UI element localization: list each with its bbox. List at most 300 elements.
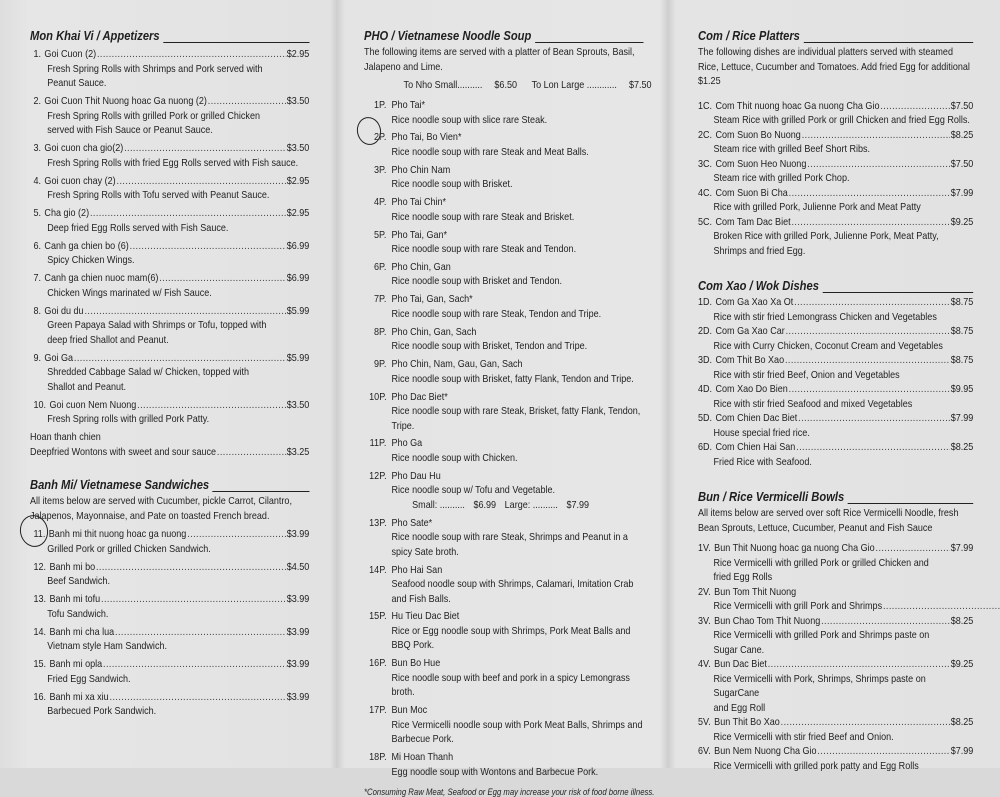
section-title (698, 28, 973, 43)
item-name: Pho Tai, Bo Vien* (391, 131, 462, 144)
item-name: Pho Chin, Gan, Sach (391, 325, 477, 338)
dot-leader (791, 215, 949, 230)
item-line (369, 656, 648, 671)
item-desc: Rice Vermicelli with Pork, Shrimps, Shrimps paste on SugarCane (713, 672, 926, 699)
item-desc: Vietnam style Ham Sandwich. (47, 640, 167, 652)
item-line (30, 174, 309, 189)
item-name: Bun Thit Bo Xao (714, 716, 780, 728)
item-price: $2.95 (286, 48, 310, 60)
menu-item (698, 215, 973, 259)
item-line (30, 625, 309, 640)
dot-leader (789, 382, 950, 397)
item-desc: spicy Sate broth. (391, 545, 459, 558)
menu-item-hoan-thanh (30, 430, 309, 459)
item-line (698, 382, 973, 397)
item-name: Banh mi xa xiu (49, 690, 109, 703)
size-label: Large: (504, 498, 531, 511)
item-line (30, 592, 309, 607)
item-number: 7. (33, 272, 41, 284)
item-price: $8.75 (950, 296, 974, 308)
item-name: Pho Tai Chin* (391, 196, 447, 209)
item-name: Com Suon Heo Nuong (715, 157, 807, 170)
size-label: Small: (412, 498, 438, 511)
item-desc: Rice noodle soup with rare Steak and Tendon. (391, 243, 577, 256)
item-number: 8P. (373, 325, 387, 338)
dot-leader (786, 324, 950, 339)
menu-item (364, 390, 648, 434)
menu-item (30, 174, 309, 203)
dot-leader (807, 157, 950, 172)
item-number: 1D. (698, 296, 713, 308)
dot-leader (137, 398, 286, 413)
item-number: 3. (33, 142, 41, 154)
item-name: Hoan thanh chien (30, 431, 101, 443)
item-desc: Rice noodle soup with slice rare Steak. (391, 113, 548, 126)
item-price: $6.99 (286, 239, 310, 252)
menu-item (698, 614, 973, 658)
dot-leader (817, 744, 949, 759)
item-line (30, 398, 309, 413)
item-price: $3.25 (286, 445, 310, 458)
item-line (30, 657, 309, 672)
item-price: $3.50 (286, 142, 310, 154)
menu-item (364, 292, 648, 321)
menu-item (364, 656, 648, 700)
section-title (698, 489, 973, 504)
section-title (30, 28, 309, 43)
pho-title: PHO / Vietnamese Noodle Soup (364, 28, 532, 43)
dot-leader (74, 351, 286, 366)
item-name: Goi cuon Nem Nuong (49, 398, 137, 411)
item-desc: Rice Vermicelli with grilled pork patty and Egg Rolls (713, 759, 919, 772)
menu-item (30, 690, 309, 719)
bun-list (698, 541, 974, 773)
item-desc: Rice noodle soup with beef and pork in a spicy Lemongrass broth. (391, 671, 630, 699)
item-name: Com Thit nuong hoac Ga nuong Cha Gio (715, 99, 880, 112)
item-name: Canh ga chien bo (6) (44, 239, 129, 252)
item-number: 2V. (698, 585, 711, 598)
item-line (698, 744, 973, 759)
item-desc: Rice with stir fried Seafood and mixed Vegetables (713, 397, 913, 410)
dot-leader (97, 47, 286, 62)
item-name: Com Suon Bi Cha (715, 186, 788, 199)
platters-section (698, 28, 974, 258)
item-number: 13P. (369, 516, 387, 529)
item-desc: Rice noodle soup with Brisket, fatty Flank, Tendon and Tripe. (391, 372, 634, 385)
item-desc: Steam Rice with grilled Pork or grill Chicken and fried Egg Rolls. (713, 114, 970, 126)
item-number: 13. (33, 593, 47, 605)
item-number: 2. (33, 95, 41, 107)
item-desc: Rice noodle soup with rare Steak, Tendon and Tripe. (391, 307, 602, 320)
item-name: Com Suon Bo Nuong (715, 128, 801, 141)
item-desc: Rice noodle soup with rare Steak, Brisket, fatty Flank, Tendon, Tripe. (391, 405, 641, 432)
item-desc: Beef Sandwich. (47, 575, 110, 587)
item-name: Bun Bo Hue (391, 657, 441, 670)
wok-list (698, 295, 974, 469)
item-number: 7P. (373, 293, 387, 306)
dot-leader (789, 186, 950, 201)
item-line (30, 690, 309, 705)
item-desc: Fresh Spring Rolls with Tofu served with Peanut Sauce. (47, 189, 270, 201)
item-desc: Fresh Spring rolls with grilled Pork Patty. (47, 413, 210, 425)
menu-item (364, 163, 648, 192)
item-number: 4. (33, 174, 41, 187)
item-price: $7.50 (950, 99, 974, 112)
item-number: 6. (33, 239, 41, 252)
menu-item (698, 353, 973, 382)
item-name: Bun Thit Nuong hoac ga nuong Cha Gio (714, 542, 875, 554)
menu-item (698, 715, 973, 744)
platters-intro: The following dishes are individual platters served with steamed Rice, Lettuce, Cucumber and Tomatoes. Add fried Egg for additional $1.25 (698, 46, 970, 87)
item-line (698, 157, 973, 172)
menu-item (698, 324, 973, 353)
dot-leader (187, 527, 286, 542)
item-number: 11P. (369, 437, 387, 450)
item-price: $2.95 (286, 207, 310, 219)
item-name: Goi cuon chay (2) (44, 174, 116, 187)
item-number: 5V. (698, 716, 711, 728)
dot-leader (876, 541, 950, 556)
item-price: $6.99 (286, 272, 310, 284)
item-name: Cha gio (2) (44, 207, 90, 219)
item-name: Goi du du (44, 304, 84, 317)
item-price: $4.50 (286, 560, 310, 573)
item-name: Bun Tom Thit Nuong (714, 585, 797, 598)
sandwiches-title: Banh Mi/ Vietnamese Sandwiches (30, 477, 210, 492)
dot-leader (84, 304, 285, 319)
dot-leader (768, 657, 950, 672)
item-desc: Deepfried Wontons with sweet and sour sauce (30, 445, 217, 458)
size-small: To Nho Small.......... $6.50 (403, 79, 518, 91)
item-desc: Peanut Sauce. (47, 77, 107, 89)
menu-item (698, 541, 973, 585)
item-price: $8.25 (950, 614, 974, 627)
item-number: 12. (33, 560, 47, 573)
item-line (698, 657, 973, 672)
item-price: $7.99 (950, 542, 974, 554)
menu-item (364, 750, 648, 779)
item-line (698, 215, 973, 230)
menu-item (30, 141, 309, 170)
item-price: $7.99 (950, 412, 974, 424)
menu-item (30, 47, 309, 91)
item-number: 9. (33, 351, 41, 364)
item-name: Bun Chao Tom Thit Nuong (714, 614, 821, 627)
item-name: Goi Cuon (2) (44, 48, 97, 60)
item-desc: Rice Vermicelli noodle soup with Pork Meat Balls, Shrimps and (391, 718, 643, 731)
menu-item (364, 195, 648, 224)
item-line (369, 703, 648, 718)
menu-item (30, 271, 309, 300)
item-number: 5. (33, 207, 41, 219)
item-price: $8.25 (950, 441, 974, 453)
item-line (30, 351, 309, 366)
item-number: 4C. (698, 186, 713, 199)
item-name: Goi Cuon Thit Nuong hoac Ga nuong (2) (44, 95, 207, 107)
dot-leader (101, 592, 286, 607)
menu-item (698, 657, 973, 715)
item-desc-line (698, 599, 973, 614)
section-title (364, 28, 643, 43)
item-line (698, 614, 973, 629)
item-name: Bun Moc (391, 704, 428, 717)
item-line (369, 609, 648, 624)
item-price: $8.75 (950, 325, 974, 337)
item-price: $3.50 (286, 95, 310, 107)
sandwiches-section (30, 477, 310, 719)
item-desc: fried Egg Rolls (713, 571, 773, 583)
menu-item (364, 98, 648, 127)
menu-item (30, 527, 309, 556)
item-desc: Chicken Wings marinated w/ Fish Sauce. (47, 286, 212, 299)
menu-item (698, 585, 973, 614)
item-line (698, 128, 973, 143)
menu-item (698, 411, 973, 440)
item-number: 10P. (369, 390, 387, 403)
menu-item (364, 130, 648, 159)
item-name: Com Ga Xao Car (715, 325, 785, 337)
menu-item (364, 516, 648, 560)
menu-item (698, 382, 973, 411)
item-name: Com Xao Do Bien (715, 383, 788, 395)
item-name: Banh mi bo (49, 560, 96, 573)
item-desc: Deep fried Egg Rolls served with Fish Sauce. (47, 221, 229, 234)
dot-leader (159, 271, 286, 286)
item-line (369, 195, 648, 210)
item-desc: and Egg Roll (713, 701, 766, 714)
menu-item (698, 99, 973, 128)
size-price: Small: .......... $6.99 (412, 498, 497, 511)
menu-item (698, 744, 973, 773)
item-price: $3.99 (286, 593, 310, 605)
item-price: $9.95 (950, 383, 974, 395)
item-desc: Rice Vermicelli with grilled Pork or grilled Chicken and (713, 556, 929, 569)
item-number: 6P. (373, 260, 387, 273)
item-number: 2C. (698, 128, 713, 141)
item-name: Bun Dac Biet (714, 658, 767, 670)
item-line (30, 94, 309, 109)
item-number: 1V. (698, 542, 711, 554)
menu-item (698, 295, 973, 324)
menu-item (30, 206, 309, 235)
menu-item (364, 228, 648, 257)
item-line (369, 98, 648, 113)
menu-item (364, 563, 648, 607)
item-desc: Steam rice with grilled Pork Chop. (713, 172, 850, 184)
raw-food-warning: *Consuming Raw Meat, Seafood or Egg may increase your risk of food borne illness. (364, 787, 655, 797)
menu-item (364, 325, 648, 354)
menu-item (30, 592, 309, 621)
item-price: $8.25 (950, 128, 974, 141)
item-line (369, 750, 648, 765)
item-line (30, 560, 309, 575)
item-line (369, 260, 648, 275)
menu-item (30, 657, 309, 686)
item-name: Hu Tieu Dac Biet (391, 610, 460, 623)
item-desc: Rice with stir fried Beef, Onion and Vegetables (713, 368, 900, 381)
dot-leader (208, 94, 286, 109)
item-desc: Rice noodle soup with Brisket, Tendon and Tripe. (391, 340, 588, 353)
dot-leader (115, 625, 286, 640)
item-name: Banh mi thit nuong hoac ga nuong (48, 528, 187, 540)
panel-right (698, 28, 974, 793)
item-desc: Sugar Cane. (713, 643, 765, 656)
item-number: 1. (33, 48, 41, 60)
item-price: $5.99 (286, 351, 310, 364)
item-number: 2D. (698, 325, 713, 337)
item-line (369, 228, 648, 243)
item-price: $7.50 (950, 157, 974, 170)
item-number: 4P. (373, 196, 387, 209)
menu-item (364, 469, 648, 513)
item-line (369, 390, 648, 405)
menu-item (30, 351, 309, 395)
item-line (369, 357, 648, 372)
item-desc: Shallot and Peanut. (47, 380, 127, 393)
item-line (698, 295, 973, 310)
pho-list (364, 98, 644, 779)
item-line (698, 440, 973, 455)
item-desc: served with Fish Sauce or Peanut Sauce. (47, 124, 213, 136)
item-line (698, 585, 973, 600)
item-price: $8.75 (950, 354, 974, 366)
sandwiches-intro: All items below are served with Cucumber, pickle Carrot, Cilantro, Jalapenos, Mayonnaise, and Pate on toasted French bread. (30, 495, 292, 522)
menu-item (30, 560, 309, 589)
item-price: $3.99 (286, 690, 310, 703)
item-name: Com Chien Hai San (715, 441, 796, 453)
item-number: 2P. (373, 131, 387, 144)
item-number: 3D. (698, 354, 713, 366)
appetizers-title: Mon Khai Vi / Appetizers (30, 28, 160, 43)
item-desc: Rice Vermicelli with stir fried Beef and Onion. (713, 730, 894, 743)
item-desc: Rice Vermicelli with grilled Pork and Shrimps paste on (713, 629, 930, 641)
item-desc: Broken Rice with grilled Pork, Julienne Pork, Meat Patty, (713, 230, 939, 242)
item-desc: Fresh Spring Rolls with fried Egg Rolls served with Fish sauce. (47, 156, 299, 169)
item-number: 15. (33, 658, 47, 670)
menu-item (30, 239, 309, 268)
item-name: Mi Hoan Thanh (391, 751, 454, 764)
wok-section (698, 278, 974, 469)
item-number: 10. (33, 398, 47, 411)
item-name: Pho Tai, Gan* (391, 228, 448, 241)
item-line (369, 436, 648, 451)
item-price: $5.99 (286, 304, 310, 317)
item-line (369, 163, 648, 178)
menu-item (698, 157, 973, 186)
bun-intro: All items below are served over soft Rice Vermicelli Noodle, fresh Bean Sprouts, Lettuce, Cucumber, Peanut and Fish Sauce (698, 507, 959, 534)
item-number: 12P. (369, 469, 387, 482)
item-name: Pho Dac Biet* (391, 390, 448, 403)
item-desc: Fresh Spring Rolls with grilled Pork or grilled Chicken (47, 109, 260, 122)
item-desc: Rice noodle soup with rare Steak and Brisket. (391, 210, 575, 223)
item-number: 3P. (373, 163, 387, 176)
menu-item (30, 625, 309, 654)
panel-middle (364, 28, 655, 797)
item-price: $3.99 (286, 658, 310, 670)
item-name: Com Chien Dac Biet (715, 412, 798, 424)
item-price: $9.25 (950, 215, 974, 228)
item-desc: Grilled Pork or grilled Chicken Sandwich. (47, 542, 211, 555)
item-desc: House special fried rice. (713, 426, 810, 439)
menu-item (698, 128, 973, 157)
bun-title: Bun / Rice Vermicelli Bowls (698, 489, 845, 504)
item-number: 6D. (698, 441, 713, 453)
item-name: Pho Ga (391, 437, 423, 450)
menu-item (698, 186, 973, 215)
item-number: 5C. (698, 215, 713, 228)
item-name: Pho Hai San (391, 563, 443, 576)
item-number: 1P. (373, 99, 387, 111)
item-name: Canh ga chien nuoc mam(6) (44, 272, 159, 284)
menu-item (30, 398, 309, 427)
menu-item (364, 436, 648, 465)
item-desc: Rice with stir fried Lemongrass Chicken and Vegetables (713, 310, 937, 323)
dot-leader (110, 690, 286, 705)
section-title (698, 278, 973, 293)
pho-section (364, 28, 655, 797)
item-name: Pho Tai* (391, 99, 425, 111)
item-desc: Spicy Chicken Wings. (47, 254, 135, 266)
item-line (30, 304, 309, 319)
dot-leader (117, 174, 286, 189)
item-number: 4D. (698, 383, 713, 395)
menu-item (364, 703, 648, 747)
item-line (30, 239, 309, 254)
item-line (698, 541, 973, 556)
menu-item (364, 260, 648, 289)
item-desc: Egg noodle soup with Wontons and Barbecue Pork. (391, 765, 599, 778)
dot-leader (103, 657, 286, 672)
item-line (369, 516, 648, 531)
item-desc: Rice with Curry Chicken, Coconut Cream and Vegetables (713, 339, 943, 352)
item-price: $2.95 (286, 174, 310, 187)
item-name: Banh mi tofu (49, 593, 101, 605)
item-name: Goi cuon cha gio(2) (44, 142, 124, 154)
item-line (30, 271, 309, 286)
platters-list (698, 99, 974, 259)
item-number: 18P. (369, 751, 387, 764)
size-value: $7.99 (566, 498, 590, 511)
item-price: $7.99 (950, 186, 974, 199)
item-desc: Rice noodle soup with Brisket and Tendon. (391, 275, 563, 288)
dot-leader (96, 560, 286, 575)
item-price: $3.99 (286, 528, 310, 540)
pho-intro: The following items are served with a platter of Bean Sprouts, Basil, Jalapeno and Lime. (364, 46, 635, 73)
appetizers-list (30, 47, 310, 427)
item-name: Com Thit Bo Xao (715, 354, 785, 366)
item-desc: Rice or Egg noodle soup with Shrimps, Pork Meat Balls and BBQ Pork. (391, 624, 631, 652)
item-line (698, 353, 973, 368)
item-price: $7.99 (950, 745, 974, 757)
menu-item (698, 440, 973, 469)
item-number: 14. (33, 625, 47, 638)
item-name: Pho Chin, Gan (391, 260, 451, 273)
item-desc: Green Papaya Salad with Shrimps or Tofu, topped with (47, 319, 267, 331)
item-desc: Steam rice with grilled Beef Short Ribs. (713, 143, 871, 155)
item-line (30, 141, 309, 156)
dot-leader (781, 715, 950, 730)
item-desc: Rice noodle soup w/ Tofu and Vegetable. (391, 484, 556, 497)
item-name: Com Tam Dac Biet (715, 215, 791, 228)
panel-left (30, 28, 310, 722)
item-number: 9P. (373, 358, 387, 371)
item-number: 16P. (369, 657, 387, 670)
item-name: Pho Dau Hu (391, 469, 441, 482)
item-line (698, 715, 973, 730)
item-number: 1C. (698, 99, 713, 112)
menu-item (30, 304, 309, 348)
item-size-prices (369, 498, 648, 513)
